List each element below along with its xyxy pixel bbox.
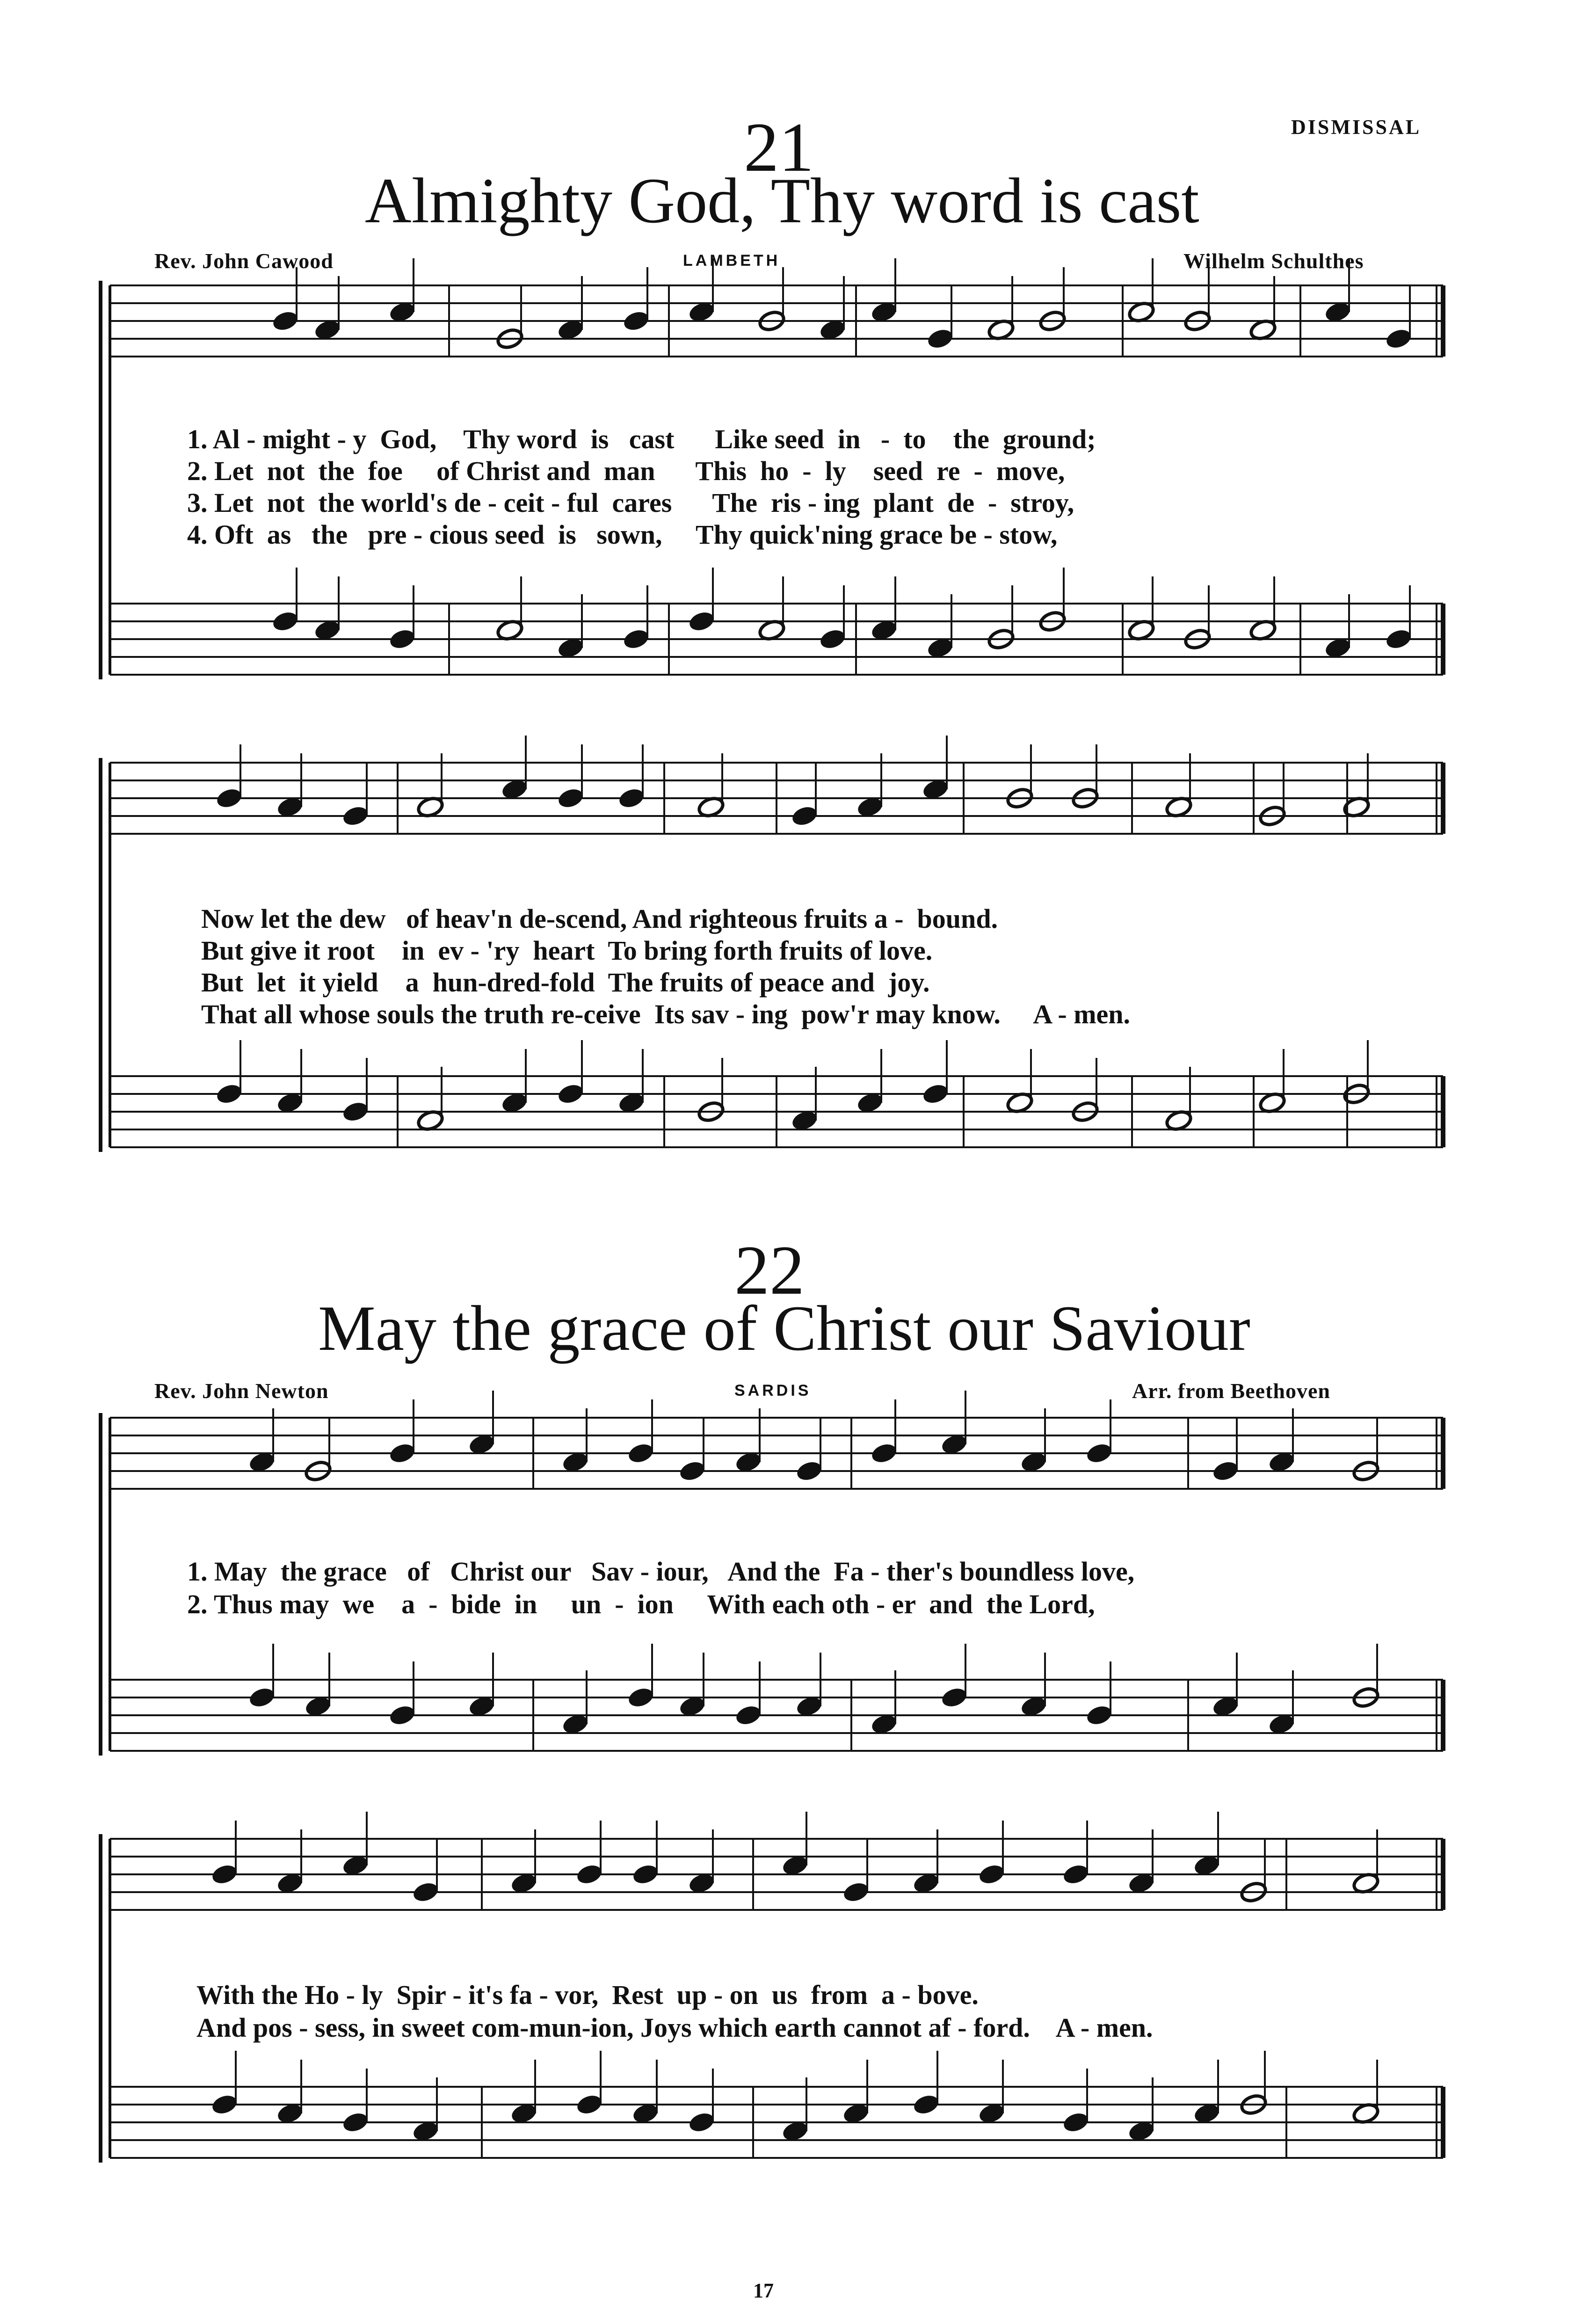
verse-line: With the Ho - ly Spir - it's fa - vor, Rest up - on us from a - bove. (196, 1980, 979, 2010)
note-head (922, 778, 950, 801)
note-head (1062, 2111, 1090, 2134)
note-head (248, 1686, 276, 1709)
note-head (412, 2120, 440, 2143)
verse-line: 3. Let not the world's de - ceit - ful cares The ris - ing plant de - stroy, (187, 488, 1074, 518)
note-head (1071, 787, 1099, 810)
note-head (1020, 1450, 1048, 1474)
note-head (617, 787, 646, 810)
verse-line: 1. Al - might - y God, Thy word is cast Like seed in - to the ground; (187, 424, 1096, 454)
note-head (1268, 1450, 1296, 1474)
note-head (912, 1872, 940, 1895)
hymn-title: Almighty God, Thy word is cast (365, 165, 1199, 236)
note-head (622, 627, 650, 651)
note-head (276, 795, 304, 819)
note-head (870, 300, 898, 324)
note-head (842, 2102, 870, 2125)
note-head (416, 795, 444, 819)
note-head (627, 1686, 655, 1709)
note-head (501, 778, 529, 801)
note-head (1127, 300, 1155, 324)
note-head (561, 1450, 589, 1474)
note-head (842, 1880, 870, 1904)
note-head (1020, 1695, 1048, 1718)
note-head (1385, 627, 1413, 651)
note-head (557, 1082, 585, 1106)
note-head (758, 619, 786, 642)
note-head (1343, 795, 1371, 819)
note-head (1352, 1872, 1380, 1895)
note-head (1324, 636, 1352, 660)
note-head (271, 610, 299, 633)
hymn-author: Rev. John Newton (154, 1379, 329, 1403)
note-head (271, 309, 299, 333)
note-head (468, 1695, 496, 1718)
note-head (210, 1863, 239, 1886)
note-head (575, 2093, 603, 2116)
note-head (1240, 1880, 1268, 1904)
note-head (341, 1854, 370, 1877)
verse-line: 2. Thus may we a - bide in un - ion With each oth - er and the Lord, (187, 1589, 1095, 1619)
note-head (1038, 610, 1067, 633)
note-head (1038, 309, 1067, 333)
note-head (940, 1433, 968, 1456)
note-head (791, 1109, 819, 1132)
note-head (870, 1712, 898, 1736)
verse-line: 2. Let not the foe of Christ and man This ho - ly seed re - move, (187, 456, 1065, 486)
note-head (388, 1442, 416, 1465)
note-head (987, 627, 1015, 651)
note-head (1085, 1704, 1113, 1727)
note-head (1240, 2093, 1268, 2116)
note-head (1249, 318, 1277, 342)
verse-line: 4. Oft as the pre - cious seed is sown, Thy quick'ning grace be - stow, (187, 519, 1058, 550)
note-head (1193, 1854, 1221, 1877)
note-head (1193, 2102, 1221, 2125)
note-head (617, 1091, 646, 1115)
note-head (688, 610, 716, 633)
verse-line: But give it root in ev - 'ry heart To bring forth fruits of love. (201, 935, 933, 966)
page-number: 17 (753, 2279, 774, 2302)
hymn-tune: LAMBETH (683, 252, 781, 270)
note-head (1165, 795, 1193, 819)
note-head (926, 327, 954, 350)
note-head (1062, 1863, 1090, 1886)
note-head (912, 2093, 940, 2116)
note-head (496, 619, 524, 642)
note-head (688, 1872, 716, 1895)
note-head (557, 787, 585, 810)
note-head (341, 1100, 370, 1123)
note-head (313, 619, 341, 642)
page-category: DISMISSAL (1291, 116, 1422, 138)
note-head (304, 1695, 332, 1718)
hymn-composer: Wilhelm Schulthes (1183, 249, 1364, 273)
note-head (510, 2102, 538, 2125)
note-head (341, 2111, 370, 2134)
note-head (304, 1459, 332, 1483)
hymn-title: May the grace of Christ our Saviour (318, 1292, 1250, 1364)
note-head (819, 627, 847, 651)
note-head (215, 1082, 243, 1106)
note-head (922, 1082, 950, 1106)
note-head (468, 1433, 496, 1456)
note-head (215, 787, 243, 810)
note-head (856, 1091, 884, 1115)
note-head (870, 619, 898, 642)
note-head (781, 2120, 809, 2143)
note-head (1352, 1459, 1380, 1483)
note-head (276, 1091, 304, 1115)
note-head (856, 795, 884, 819)
note-head (1258, 804, 1286, 828)
verse-line: But let it yield a hun-dred-fold The fruits of peace and joy. (201, 967, 930, 998)
note-head (926, 636, 954, 660)
note-head (1071, 1100, 1099, 1123)
verse-line: That all whose souls the truth re-ceive Its sav - ing pow'r may know. A - men. (201, 999, 1131, 1029)
verse-line: And pos - sess, in sweet com-mun-ion, Joys which earth cannot af - ford. A - men. (196, 2012, 1153, 2043)
note-head (631, 2102, 660, 2125)
note-head (819, 318, 847, 342)
note-head (978, 2102, 1006, 2125)
hymn-composer: Arr. from Beethoven (1132, 1379, 1330, 1403)
note-head (496, 327, 524, 350)
verse-line: 1. May the grace of Christ our Sav - iour, And the Fa - ther's boundless love, (187, 1556, 1135, 1587)
hymn-author: Rev. John Cawood (154, 249, 334, 273)
note-head (781, 1854, 809, 1877)
note-head (1165, 1109, 1193, 1132)
note-head (501, 1091, 529, 1115)
note-head (795, 1459, 823, 1483)
note-head (1127, 1872, 1155, 1895)
hymn-tune: SARDIS (734, 1382, 812, 1399)
note-head (758, 309, 786, 333)
note-head (313, 318, 341, 342)
note-head (210, 2093, 239, 2116)
hymn-number: 22 (734, 1231, 805, 1309)
note-head (688, 2111, 716, 2134)
note-head (688, 300, 716, 324)
note-head (276, 2102, 304, 2125)
note-head (575, 1863, 603, 1886)
note-head (978, 1863, 1006, 1886)
note-head (248, 1450, 276, 1474)
note-head (940, 1686, 968, 1709)
note-head (388, 627, 416, 651)
note-head (1352, 2102, 1380, 2125)
note-head (1212, 1459, 1240, 1483)
note-head (791, 804, 819, 828)
note-head (1183, 309, 1212, 333)
note-head (510, 1872, 538, 1895)
note-head (1324, 300, 1352, 324)
note-head (341, 804, 370, 828)
note-head (734, 1450, 762, 1474)
note-head (388, 1704, 416, 1727)
note-head (1127, 2120, 1155, 2143)
note-head (1352, 1686, 1380, 1709)
note-head (1006, 787, 1034, 810)
note-head (412, 1880, 440, 1904)
note-head (557, 636, 585, 660)
note-head (1212, 1695, 1240, 1718)
note-head (734, 1704, 762, 1727)
note-head (1268, 1712, 1296, 1736)
note-head (1127, 619, 1155, 642)
note-head (987, 318, 1015, 342)
note-head (557, 318, 585, 342)
note-head (1085, 1442, 1113, 1465)
note-head (1006, 1091, 1034, 1115)
hymn-number: 21 (744, 109, 814, 186)
note-head (870, 1442, 898, 1465)
note-head (622, 309, 650, 333)
note-head (1183, 627, 1212, 651)
note-head (276, 1872, 304, 1895)
note-head (416, 1109, 444, 1132)
note-head (795, 1695, 823, 1718)
note-head (1258, 1091, 1286, 1115)
note-head (678, 1459, 706, 1483)
note-head (561, 1712, 589, 1736)
note-head (631, 1863, 660, 1886)
note-head (697, 1100, 725, 1123)
note-head (1343, 1082, 1371, 1106)
note-head (627, 1442, 655, 1465)
note-head (1385, 327, 1413, 350)
note-head (697, 795, 725, 819)
verse-line: Now let the dew of heav'n de-scend, And righteous fruits a - bound. (201, 903, 998, 934)
note-head (1249, 619, 1277, 642)
note-head (678, 1695, 706, 1718)
note-head (388, 300, 416, 324)
